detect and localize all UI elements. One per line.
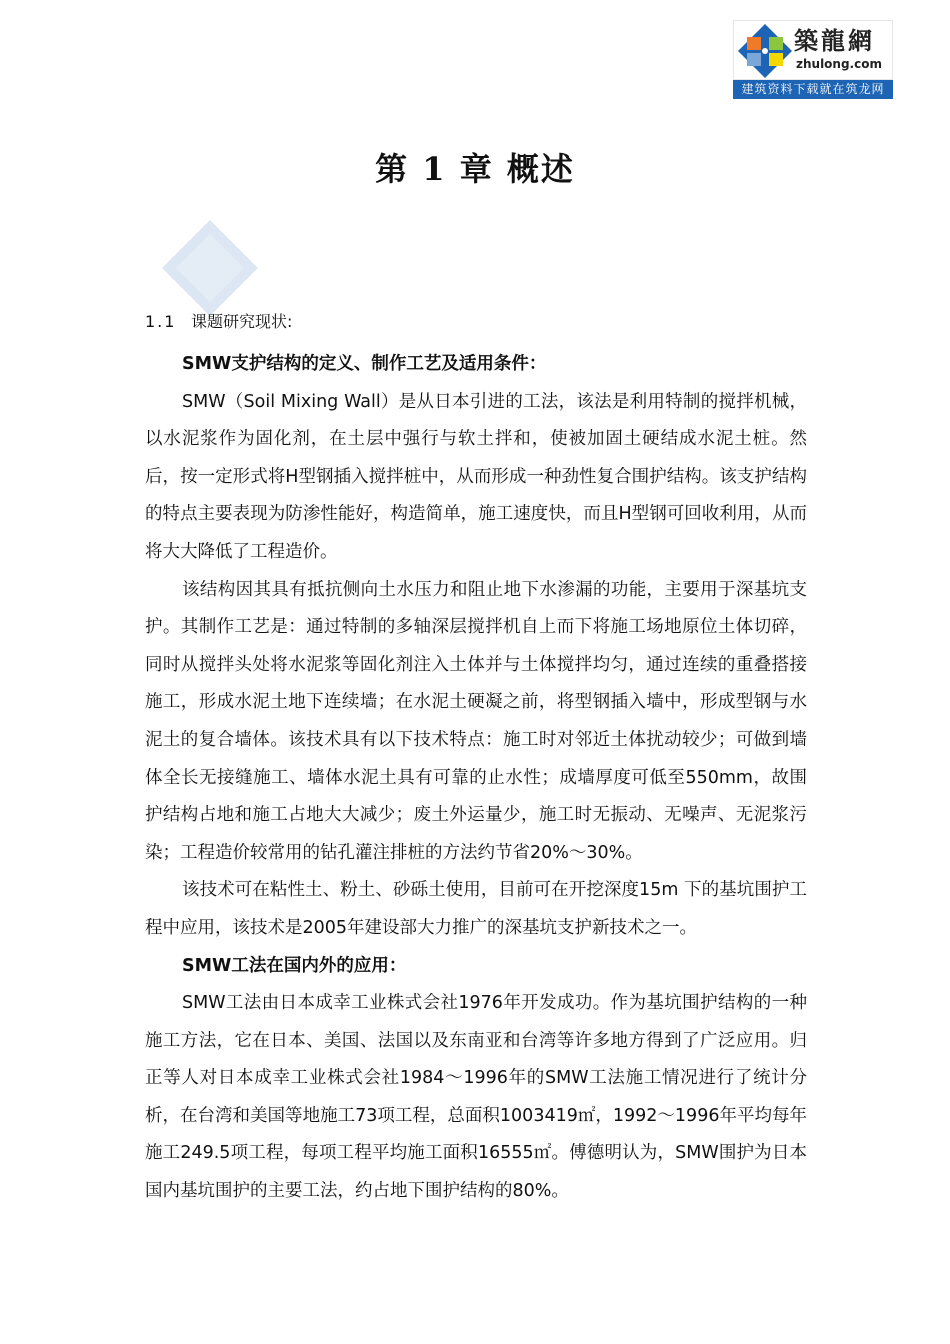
section-number: 1.1 [145,312,177,331]
paragraph: SMW工法由日本成幸工业株式会社1976年开发成功。作为基坑围护结构的一种施工方法，它在日本、美国、法国以及东南亚和台湾等许多地方得到了广泛应用。归正等人对日本成幸工业株式会社1984～1996年的SMW工法施工情况进行了统计分析，在台湾和美国等地施工73项工程，总面积1003419㎡，1992～1996年平均每年施工249.5项工程，每项工程平均施工面积16555㎡。傅德明认为，SMW围护为日本国内基坑围护的主要工法，约占地下围护结构的80%。 [145,993,807,1202]
document-body [145,346,807,1211]
zhulong-logo [733,20,893,100]
paragraph: 该技术可在粘性土、粉土、砂砾土使用，目前可在开挖深度15m 下的基坑围护工程中应用，该技术是2005年建设部大力推广的深基坑支护新技术之一。 [145,880,807,938]
chapter-title: 第 1 章 概述 [375,150,575,188]
logo-domain: zhulong.com [796,57,882,71]
logo-panel [733,20,893,80]
logo-chinese-name: 築龍網 [794,26,875,55]
paragraph: 该结构因其具有抵抗侧向土水压力和阻止地下水渗漏的功能，主要用于深基坑支护。其制作工艺是：通过特制的多轴深层搅拌机自上而下将施工场地原位土体切碎，同时从搅拌头处将水泥浆等固化剂注入土体并与土体搅拌均匀，通过连续的重叠搭接施工，形成水泥土地下连续墙；在水泥土硬凝之前，将型钢插入墙中，形成型钢与水泥土的复合墙体。该技术具有以下技术特点：施工时对邻近土体扰动较少；可做到墙体全长无接缝施工、墙体水泥土具有可靠的止水性；成墙厚度可低至550mm，故围护结构占地和施工占地大大减少；废土外运量少，施工时无振动、无噪声、无泥浆污染；工程造价较常用的钻孔灌注排桩的方法约节省20%～30%。 [145,579,807,863]
subheading-smw-definition: SMW支护结构的定义、制作工艺及适用条件： [182,354,547,374]
logo-tagline: 建筑资料下载就在筑龙网 [733,80,893,99]
watermark-icon [162,220,258,316]
section-heading [145,310,292,334]
section-title: 课题研究现状: [191,312,293,331]
paragraph: SMW（Soil Mixing Wall）是从日本引进的工法，该法是利用特制的搅拌机械，以水泥浆作为固化剂，在土层中强行与软土拌和，使被加固土硬结成水泥土桩。然后，按一定形式将H型钢插入搅拌桩中，从而形成一种劲性复合围护结构。该支护结构的特点主要表现为防渗性能好，构造简单，施工速度快，而且H型钢可回收利用，从而将大大降低了工程造价。 [145,391,807,562]
subheading-smw-application: SMW工法在国内外的应用： [182,955,407,976]
pinwheel-logo-icon [737,23,793,79]
